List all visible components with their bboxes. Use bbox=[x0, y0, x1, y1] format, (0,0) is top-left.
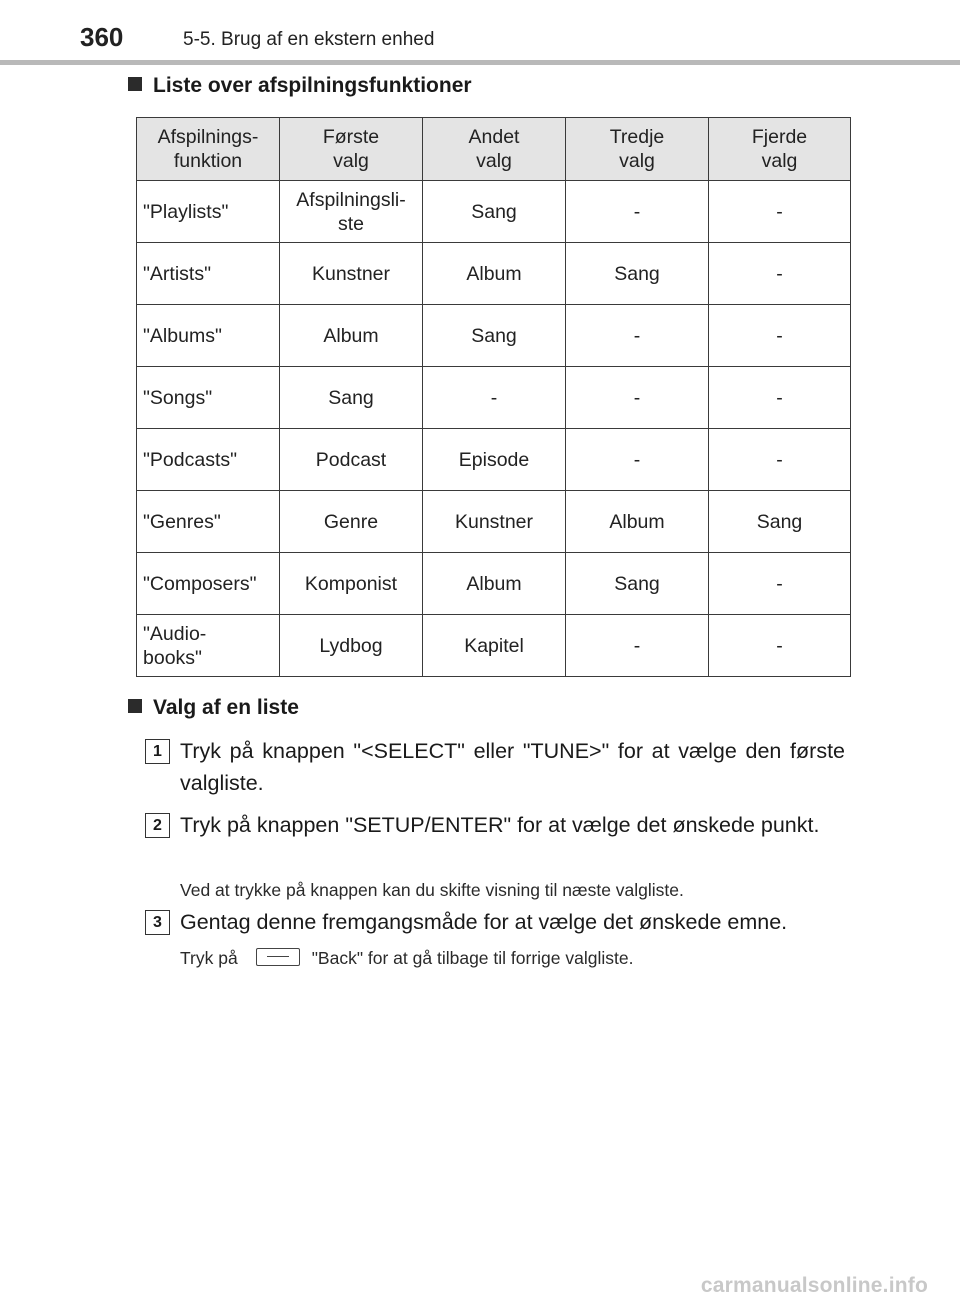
table-header-cell: Tredje valg bbox=[566, 118, 709, 181]
table-cell: Episode bbox=[423, 429, 566, 491]
playback-function-table bbox=[136, 117, 851, 677]
table-row bbox=[137, 181, 851, 243]
table-cell: - bbox=[709, 553, 851, 615]
step-number-badge: 1 bbox=[145, 739, 170, 764]
table-cell: Sang bbox=[423, 305, 566, 367]
table-cell: "Audio- books" bbox=[137, 615, 280, 677]
table-header-row bbox=[137, 118, 851, 181]
table-cell: - bbox=[566, 367, 709, 429]
table-cell: Sang bbox=[566, 553, 709, 615]
step-number-badge: 3 bbox=[145, 910, 170, 935]
table-cell: - bbox=[709, 429, 851, 491]
table-header-cell: Andet valg bbox=[423, 118, 566, 181]
table-header-cell: Fjerde valg bbox=[709, 118, 851, 181]
table-cell: Album bbox=[423, 553, 566, 615]
page-header bbox=[0, 0, 960, 66]
table-cell: "Artists" bbox=[137, 243, 280, 305]
table-cell: - bbox=[709, 305, 851, 367]
table-cell: Sang bbox=[566, 243, 709, 305]
table-cell: "Playlists" bbox=[137, 181, 280, 243]
table-cell: - bbox=[423, 367, 566, 429]
table-cell: - bbox=[709, 181, 851, 243]
table-cell: Kunstner bbox=[423, 491, 566, 553]
table-row bbox=[137, 553, 851, 615]
table-row bbox=[137, 615, 851, 677]
table-cell: "Albums" bbox=[137, 305, 280, 367]
table-cell: "Composers" bbox=[137, 553, 280, 615]
step-text: Tryk på knappen "SETUP/ENTER" for at vælge det ønskede punkt. bbox=[180, 813, 820, 837]
table-cell: "Genres" bbox=[137, 491, 280, 553]
table-cell: Lydbog bbox=[280, 615, 423, 677]
back-button-icon bbox=[256, 948, 300, 966]
table-cell: - bbox=[709, 367, 851, 429]
table-row bbox=[137, 305, 851, 367]
table-cell: "Podcasts" bbox=[137, 429, 280, 491]
header-divider bbox=[0, 60, 960, 65]
step-3-note bbox=[180, 948, 633, 969]
table-header-cell: Første valg bbox=[280, 118, 423, 181]
table-row bbox=[137, 491, 851, 553]
table-cell: - bbox=[566, 305, 709, 367]
table-cell: Kapitel bbox=[423, 615, 566, 677]
table-cell: Sang bbox=[280, 367, 423, 429]
square-bullet-icon bbox=[128, 77, 142, 91]
table-cell: - bbox=[709, 243, 851, 305]
table-cell: "Songs" bbox=[137, 367, 280, 429]
table-row bbox=[137, 429, 851, 491]
page-number: 360 bbox=[80, 22, 124, 52]
table-cell: - bbox=[566, 181, 709, 243]
step-text: Gentag denne fremgangsmåde for at vælge det ønskede emne. bbox=[180, 910, 788, 934]
table-cell: - bbox=[566, 429, 709, 491]
table-cell: Afspilningsli- ste bbox=[280, 181, 423, 243]
step-text: Tryk på knappen "<SELECT" eller "TUNE>" for at vælge den første valgliste. bbox=[180, 739, 845, 795]
section-heading-playback-list bbox=[128, 74, 472, 98]
table-cell: Album bbox=[280, 305, 423, 367]
table-cell: - bbox=[566, 615, 709, 677]
section-heading-text: Liste over afspilningsfunktioner bbox=[153, 74, 472, 97]
table-row bbox=[137, 367, 851, 429]
watermark: carmanualsonline.info bbox=[700, 1274, 928, 1297]
table-cell: Sang bbox=[709, 491, 851, 553]
section-heading-text: Valg af en liste bbox=[153, 696, 299, 719]
table-cell: Kunstner bbox=[280, 243, 423, 305]
section-heading-select-list bbox=[128, 696, 299, 720]
step-number-badge: 2 bbox=[145, 813, 170, 838]
table-cell: Sang bbox=[423, 181, 566, 243]
note-prefix: Tryk på bbox=[180, 948, 238, 968]
chapter-section-title: 5-5. Brug af en ekstern enhed bbox=[183, 29, 435, 50]
note-suffix: "Back" for at gå tilbage til forrige valgliste. bbox=[311, 948, 634, 968]
table-cell: Podcast bbox=[280, 429, 423, 491]
table-cell: Komponist bbox=[280, 553, 423, 615]
table-cell: Genre bbox=[280, 491, 423, 553]
square-bullet-icon bbox=[128, 699, 142, 713]
table-row bbox=[137, 243, 851, 305]
table-cell: Album bbox=[566, 491, 709, 553]
step-2-note: Ved at trykke på knappen kan du skifte visning til næste valgliste. bbox=[180, 880, 684, 900]
table-header-cell: Afspilnings- funktion bbox=[137, 118, 280, 181]
table-cell: Album bbox=[423, 243, 566, 305]
table-cell: - bbox=[709, 615, 851, 677]
